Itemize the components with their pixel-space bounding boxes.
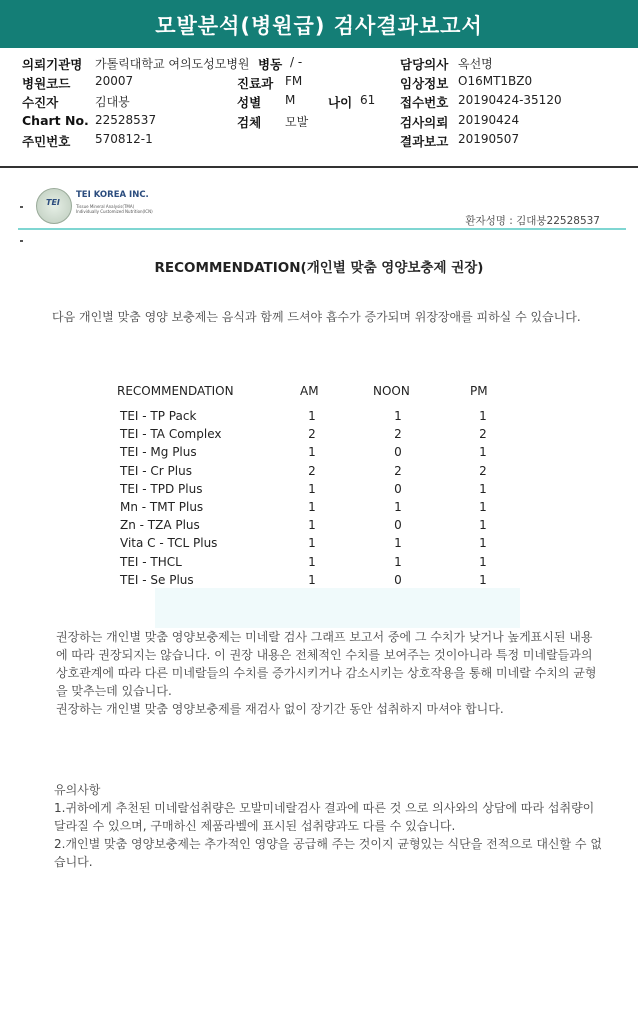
clinical-label: 임상정보 (400, 76, 449, 91)
tei-logo (36, 188, 153, 222)
noon-dose: 1 (394, 500, 402, 514)
noon-dose: 1 (394, 409, 402, 423)
receipt-value: 20190424-35120 (458, 93, 562, 107)
logo-tagline-1: Tissue Mineral Analysis(TMA) (76, 204, 135, 209)
table-row (115, 536, 535, 554)
logo-brand-text: TEI KOREA INC. (76, 190, 149, 200)
am-dose: 1 (308, 572, 316, 587)
supplement-name: Zn - TZA Plus (120, 518, 200, 533)
pm-dose: 1 (479, 445, 487, 460)
noon-dose: 1 (394, 554, 402, 569)
supplement-name: Vita C - TCL Plus (120, 536, 218, 551)
patient-name-line: 환자성명 : 김대붕22528537 (465, 215, 600, 227)
institution-value: 가톨릭대학교 여의도성모병원 (95, 57, 250, 71)
header-recommendation: RECOMMENDATION (117, 384, 234, 398)
sex-value: M (285, 93, 296, 107)
report-label: 결과보고 (400, 134, 449, 149)
sex-label: 성별 (237, 95, 262, 110)
table-row (115, 445, 535, 463)
logo-tagline (76, 204, 153, 214)
supplement-name: TEI - THCL (120, 554, 182, 569)
patient-value: 김대붕 (95, 95, 130, 109)
table-row (115, 427, 535, 445)
table-row (115, 482, 535, 500)
ward-value: / - (290, 55, 303, 69)
doctor-label: 담당의사 (400, 57, 449, 72)
chart-label: Chart No. (22, 113, 89, 128)
institution-label: 의뢰기관명 (22, 57, 83, 72)
intro-paragraph: 다음 개인별 맞춤 영양 보충제는 음식과 함께 드셔야 흡수가 증가되며 위장장애를 피하실 수 있습니다. (52, 310, 581, 324)
note-2: 2.개인별 맞춤 영양보충제는 추가적인 영양을 공급해 주는 것이지 균형있는 식단을 전적으로 대신할 수 없습니다. (54, 837, 602, 869)
specimen-label: 검체 (237, 115, 262, 130)
age-label: 나이 (328, 95, 353, 110)
margin-dot (20, 240, 23, 242)
pm-dose: 1 (479, 518, 487, 533)
header-divider (18, 228, 626, 230)
hospital-code-value: 20007 (95, 74, 134, 88)
noon-dose: 2 (394, 463, 402, 478)
request-label: 검사의뢰 (400, 115, 449, 130)
noon-dose: 0 (394, 481, 402, 496)
am-dose: 1 (308, 500, 316, 514)
am-dose: 1 (308, 409, 316, 423)
pm-dose: 2 (479, 427, 487, 442)
pm-dose: 1 (479, 572, 487, 587)
table-row (115, 500, 535, 518)
report-page (0, 170, 638, 1015)
ward-label: 병동 (258, 57, 283, 72)
header-noon: NOON (373, 384, 410, 398)
watermark (155, 588, 520, 628)
table-row (115, 409, 535, 427)
supplement-name: TEI - TA Complex (120, 427, 222, 442)
noon-dose: 0 (394, 518, 402, 533)
pm-dose: 1 (479, 536, 487, 551)
report-value: 20190507 (458, 132, 520, 146)
supplement-name: TEI - TPD Plus (120, 481, 203, 496)
noon-dose: 0 (394, 445, 402, 460)
explanation-paragraph (56, 628, 601, 718)
note-1: 1.귀하에게 추천된 미네랄섭취량은 모발미네랄검사 결과에 따른 것 으로 의사와의 상담에 따라 섭취량이 달라질 수 있으며, 구매하신 제품라벨에 표시된 섭취량과도 다를 수 있습니다. (54, 801, 595, 833)
age-value: 61 (360, 93, 376, 107)
explanation-warning: 권장하는 개인별 맞춤 영양보충제를 재검사 없이 장기간 동안 섭취하지 마셔야 합니다. (56, 702, 504, 716)
pm-dose: 1 (479, 554, 487, 569)
supplement-name: TEI - Se Plus (120, 572, 194, 587)
header-am: AM (300, 384, 319, 398)
header-pm: PM (470, 384, 488, 398)
table-row (115, 518, 535, 536)
department-label: 진료과 (237, 76, 274, 91)
report-title-bar (0, 0, 638, 48)
am-dose: 2 (308, 463, 316, 478)
department-value: FM (285, 74, 303, 88)
supplement-name: TEI - Cr Plus (120, 463, 192, 478)
am-dose: 1 (308, 481, 316, 496)
noon-dose: 0 (394, 572, 402, 587)
am-dose: 1 (308, 536, 316, 551)
table-row (115, 464, 535, 482)
receipt-label: 접수번호 (400, 95, 449, 110)
notes-title: 유의사항 (54, 783, 101, 797)
clinical-value: O16MT1BZ0 (458, 74, 533, 88)
logo-tei-mark: TEI (46, 198, 60, 207)
supplement-name: TEI - TP Pack (120, 409, 197, 423)
report-title: 모발분석(병원급) 검사결과보고서 (155, 14, 483, 38)
doctor-value: 옥선명 (458, 57, 493, 71)
pm-dose: 1 (479, 409, 487, 423)
explanation-text: 권장하는 개인별 맞춤 영양보충제는 미네랄 검사 그래프 보고서 중에 그 수치가 낮거나 높게표시된 내용에 따라 권장되지는 않습니다. 이 권장 내용은 전체적인 수치를 보여주는 것이아니라 특정 미네랄들과의 상호관계에 따라 다른 미네랄들의 수치를 증가시키거나 감소시키는 상호작용을 통해 미네랄 수치의 균형을 맞추는데 있습니다. (56, 630, 597, 698)
am-dose: 2 (308, 427, 316, 442)
id-value: 570812-1 (95, 132, 153, 146)
id-label: 주민번호 (22, 134, 71, 149)
logo-tagline-2: Individually Customized Nutrition(ICN) (76, 209, 153, 214)
patient-info-block (0, 48, 638, 168)
notes-section (54, 781, 604, 871)
pm-dose: 2 (479, 463, 487, 478)
am-dose: 1 (308, 518, 316, 533)
am-dose: 1 (308, 554, 316, 569)
request-value: 20190424 (458, 113, 520, 127)
noon-dose: 2 (394, 427, 402, 442)
am-dose: 1 (308, 445, 316, 460)
chart-value: 22528537 (95, 113, 157, 127)
noon-dose: 1 (394, 536, 402, 551)
margin-dot (20, 206, 23, 208)
pm-dose: 1 (479, 481, 487, 496)
recommendation-heading: RECOMMENDATION(개인별 맞춤 영양보충제 권장) (154, 260, 484, 276)
supplement-name: TEI - Mg Plus (120, 445, 197, 460)
specimen-value: 모발 (285, 115, 309, 129)
supplement-name: Mn - TMT Plus (120, 500, 204, 514)
table-row (115, 555, 535, 573)
hospital-code-label: 병원코드 (22, 76, 71, 91)
patient-label: 수진자 (22, 95, 59, 110)
pm-dose: 1 (479, 500, 487, 514)
